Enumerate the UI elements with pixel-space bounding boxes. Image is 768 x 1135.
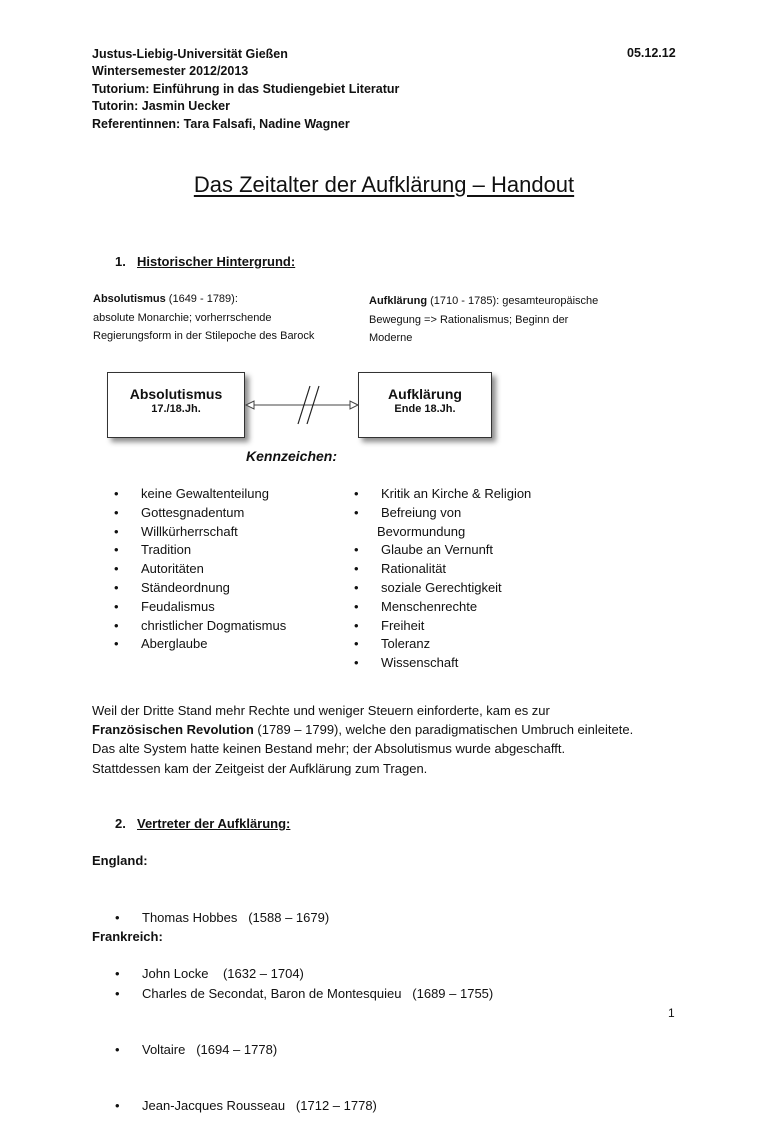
list-item: • Jean-Jacques Rousseau (1712 – 1778)	[115, 1097, 493, 1116]
absolutismus-features-list	[114, 485, 286, 654]
aufklaerung-box: Aufklärung Ende 18.Jh.	[358, 372, 492, 438]
list-item: • Thomas Hobbes (1588 – 1679)	[115, 909, 329, 928]
list-item: • Feudalismus	[114, 598, 286, 617]
page-number: 1	[668, 1006, 675, 1020]
arrow-left-head	[246, 401, 254, 409]
kennzeichen-label: Kennzeichen:	[246, 448, 338, 464]
list-item: • Befreiung von Bevormundung	[354, 504, 531, 542]
list-item: • Voltaire (1694 – 1778)	[115, 1041, 493, 1060]
page-title: Das Zeitalter der Aufklärung – Handout	[193, 172, 575, 197]
list-item: • Toleranz	[354, 635, 531, 654]
section-1-heading: 1. Historischer Hintergrund:	[115, 254, 296, 269]
england-label: England:	[92, 853, 148, 868]
list-item: • Ständeordnung	[114, 579, 286, 598]
list-item: • Tradition	[114, 541, 286, 560]
header-presenters: Referentinnen: Tara Falsafi, Nadine Wagner	[92, 116, 350, 131]
list-item: • Autoritäten	[114, 560, 286, 579]
list-item: • christlicher Dogmatismus	[114, 617, 286, 636]
list-item: • Menschenrechte	[354, 598, 531, 617]
list-item: • Aberglaube	[114, 635, 286, 654]
absolutismus-box: Absolutismus 17./18.Jh.	[107, 372, 245, 438]
france-label: Frankreich:	[92, 929, 163, 944]
header-university: Justus-Liebig-Universität Gießen	[92, 47, 288, 61]
section-2-heading: 2. Vertreter der Aufklärung:	[115, 816, 291, 831]
document-header	[92, 46, 399, 133]
list-item: • Wissenschaft	[354, 654, 531, 673]
list-item-continuation: Bevormundung	[377, 523, 466, 539]
arrow-right-head	[350, 401, 358, 409]
header-tutor: Tutorin: Jasmin Uecker	[92, 99, 231, 114]
list-item: • Willkürherrschaft	[114, 523, 286, 542]
list-item: • Rationalität	[354, 560, 531, 579]
header-date: 05.12.12	[627, 46, 676, 60]
list-item: • Glaube an Vernunft	[354, 541, 531, 560]
header-course: Tutorium: Einführung in das Studiengebiet Literatur	[92, 81, 400, 96]
aufklaerung-features-list	[354, 485, 531, 673]
break-arrow	[244, 380, 360, 430]
header-semester: Wintersemester 2012/2013	[92, 64, 249, 79]
list-item: • keine Gewaltenteilung	[114, 485, 286, 504]
aufklaerung-description: Aufklärung (1710 - 1785): gesamteuropäische Bewegung => Rationalismus; Beginn der Moderne	[369, 295, 599, 344]
revolution-paragraph: Weil der Dritte Stand mehr Rechte und weniger Steuern einforderte, kam es zur Französischen Revolution (1789 – 1799), welche den paradigmatischen Umbruch einleitete. Das alte System hatte keinen Bestand mehr; der Absolutismus wurde abgeschafft. Stattdessen kam der Zeitgeist der Aufklärung zum Tragen.	[92, 703, 634, 776]
list-item: • Freiheit	[354, 617, 531, 636]
list-item: • Gottesgnadentum	[114, 504, 286, 523]
list-item: • Kritik an Kirche & Religion	[354, 485, 531, 504]
france-list	[115, 947, 493, 1135]
list-item: • John Locke (1632 – 1704)	[115, 965, 329, 984]
list-item: • soziale Gerechtigkeit	[354, 579, 531, 598]
list-item: • Charles de Secondat, Baron de Montesquieu (1689 – 1755)	[115, 985, 493, 1004]
absolutismus-description: Absolutismus (1649 - 1789): absolute Monarchie; vorherrschende Regierungsform in der Stilepoche des Barock	[93, 293, 315, 342]
